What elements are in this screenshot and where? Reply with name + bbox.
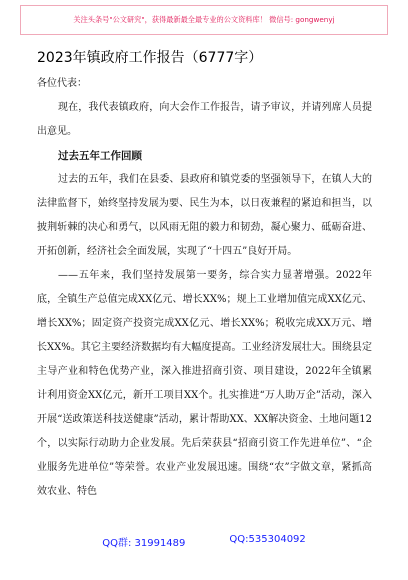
section-heading: 过去五年工作回顾 <box>58 150 142 162</box>
document-page <box>37 48 372 504</box>
greeting: 各位代表： <box>37 78 87 89</box>
intro-paragraph: 现在，我代表镇政府，向大会作工作报告，请予审议，并请列席人员提出意见。 <box>37 102 372 137</box>
qq-group-number: QQ群: 31991489 <box>102 538 186 549</box>
review-paragraph-1: 过去的五年，我们在县委、县政府和镇党委的坚强领导下，在镇人大的法律监督下，始终坚持发展为要、民生为本，以日夜兼程的紧迫和担当，以披荆斩棘的决心和勇气，以风雨无阻的毅力和韧劲，凝心聚力、砥砺奋进、开拓创新，经济社会全面发展，实现了“十四五”良好开局。 <box>37 174 372 257</box>
review-paragraph-2: ——五年来，我们坚持发展第一要务，综合实力显著增强。2022年底，全镇生产总值完成XX亿元、增长XX%；规上工业增加值完成XX亿元、增长XX%；固定资产投资完成XX亿元、增长XX%；税收完成XX万元、增长XX%。其它主要经济数据均有大幅度提高。工业经济发展壮大。围绕县定主导产业和特色优势产业，深入推进招商引资、项目建设，2022年全镇累计利用资金XX亿元，新开工项目XX个。扎实推进“万人助万企”活动，深入开展“送政策送科技送健康”活动，累计帮助XX、XX解决资金、土地问题12个，以实际行动助力企业发展。先后荣获县“招商引资工作先进单位”、“企业服务先进单位”等荣誉。农业产业发展迅速。围绕“农”字做文章，紧抓高效农业、特色 <box>37 270 372 497</box>
qq-number: QQ:535304092 <box>229 534 306 545</box>
footer <box>0 534 408 548</box>
document-title: 2023年镇政府工作报告（6777字） <box>37 50 263 66</box>
header-banner <box>20 5 388 35</box>
banner-text: 关注头条号"公文研究"，获得最新最全最专业的公文资料库！ 微信号: gongwenyj <box>73 15 335 24</box>
